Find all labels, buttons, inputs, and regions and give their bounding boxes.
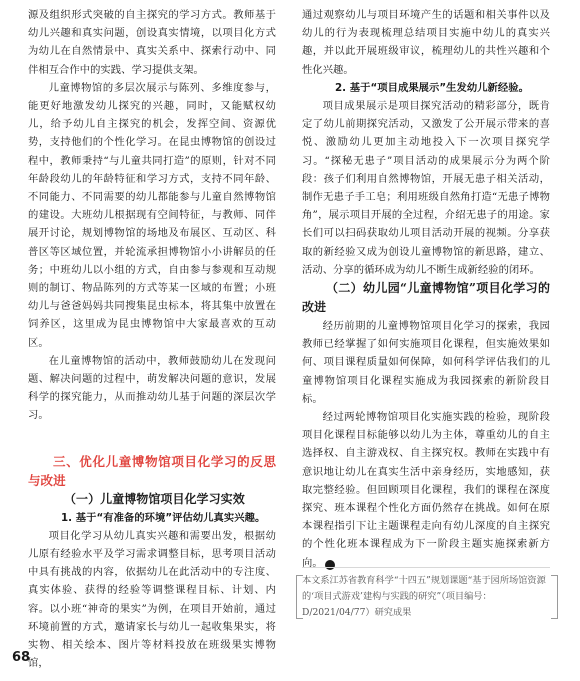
paragraph — [302, 408, 550, 572]
footnote-text: 本文系江苏省教育科学“十四五”规划课题“基于园所场馆资源的‘项目式游戏’建构与实践的研究”（项目编号：D/2021/04/77）研究成果 — [302, 575, 546, 618]
paragraph: 源及组织形式突破的自主探究的学习方式。教师基于幼儿兴趣和真实问题，创设真实情境，以项目化方式为幼儿在自然情景中、真实关系中、探索行动中、同伴相互合作中的实践、学习提供支架。 — [28, 9, 276, 76]
section-gap — [28, 425, 276, 452]
end-of-article-icon: Y — [325, 560, 335, 570]
left-bracket-icon — [296, 575, 303, 619]
paragraph: 经历前期的儿童博物馆项目化学习的探索，我园教师已经掌握了如何实施项目化课程，但实施效果如何、项目课程质量如何保障，如何科学评估我们的儿童博物馆项目化课程实施成为我园探索的新阶段目标。 — [302, 320, 550, 405]
footnote-divider — [302, 567, 550, 568]
right-column — [302, 6, 550, 572]
paragraph-text: 经过两轮博物馆项目化实施实践的检验，现阶段项目化课程目标能够以幼儿为主体，尊重幼儿的自主选择权、自主游戏权、自主探究权。教师在实践中有意识地让幼儿在真实生活中亲身经历，实地感知，获取完整经验。但回顾项目化课程，我们的课程在深度探究、班本课程个性化方面仍然存在挑战。如何在原本课程指引下让主题课程走向有幼儿深度的自主探究的个性化班本课程成为下一阶段主题实施探索新方向。 — [302, 411, 550, 569]
paragraph: 项目化学习从幼儿真实兴趣和需要出发，根据幼儿原有经验水平及学习需求调整目标，思考项目活动中具有挑战的内容，依据幼儿在此活动中的专注度、真实体验、获得的经验等调整课程目标、计划、内容。以小班“神奇的果实”为例，在项目开始前，通过环境前置的方式，邀请家长与幼儿一起收集果实，将实物、相关绘本、图片等材料投放在班级果实博物馆， — [28, 529, 276, 670]
paragraph: 项目成果展示是项目探究活动的精彩部分，既肯定了幼儿前期探究活动，又激发了公开展示带来的喜悦、激励幼儿更加主动地投入下一次项目探究学习。“探秘无患子”项目活动的成果展示分为两个阶段：孩子们利用自然博物馆，开展无患子相关活动，制作无患子手工皂；利用班级自然角打造“无患子博物角”，展示项目开展的全过程，介绍无患子的用途。家长们可以扫码获取幼儿项目活动开展的视频。分享获取的新经验又成为创设儿童博物馆的新思路，建立、活动、分享的循环成为幼儿不断生成新经验的闭环。 — [302, 100, 550, 276]
paragraph: 在儿童博物馆的活动中，教师鼓励幼儿在发现问题、解决问题的过程中，萌发解决问题的意识，发展科学的探究能力，从而推动幼儿基于问题的深层次学习。 — [28, 354, 276, 422]
subsection-heading: （二）幼儿园“儿童博物馆”项目化学习的改进 — [302, 281, 550, 315]
paragraph: 儿童博物馆的多层次展示与陈列、多维度参与，能更好地激发幼儿探究的兴趣，同时，又能赋权幼儿，给予幼儿自主探究的机会，发挥空间、资源优势，支持他们的个性化学习。在昆虫博物馆的创设过程中，教师秉持“与儿童共同打造”的原则，针对不同年龄段幼儿的年龄特征和学习方式，支持不同年龄、不同能力、不同需要的幼儿都能参与儿童自然博物馆的建设。大班幼儿根据现有空间特征，与教师、同伴展开讨论，规划博物馆的场地及布展区、互动区、科普区等区域位置，并轮流承担博物馆小小讲解员的任务；中班幼儿以小组的方式，自由参与参观和互动规则的制订、物品陈列的方式等某一区域的布置；小班幼儿与爸爸妈妈共同搜集昆虫标本，将其集中放置在饲养区，这里成为昆虫博物馆中大家最喜欢的互动区。 — [28, 81, 276, 349]
right-bracket-icon — [551, 575, 558, 619]
subsection-heading: （一）儿童博物馆项目化学习实效 — [64, 491, 245, 506]
section-heading: 三、优化儿童博物馆项目化学习的反思与改进 — [28, 453, 276, 488]
footnote — [302, 573, 552, 621]
paragraph: 通过观察幼儿与项目环境产生的话题和相关事件以及幼儿的行为表现梳理总结项目实施中幼儿的真实兴趣，并以此开展班级审议，梳理幼儿的共性兴趣和个性化兴趣。 — [302, 9, 550, 76]
point-heading: 1. 基于“有准备的环境”评估幼儿真实兴趣。 — [60, 511, 266, 524]
left-column — [28, 6, 276, 673]
point-heading: 2. 基于“项目成果展示”生发幼儿新经验。 — [334, 81, 529, 94]
page-number: 68 — [12, 650, 31, 665]
